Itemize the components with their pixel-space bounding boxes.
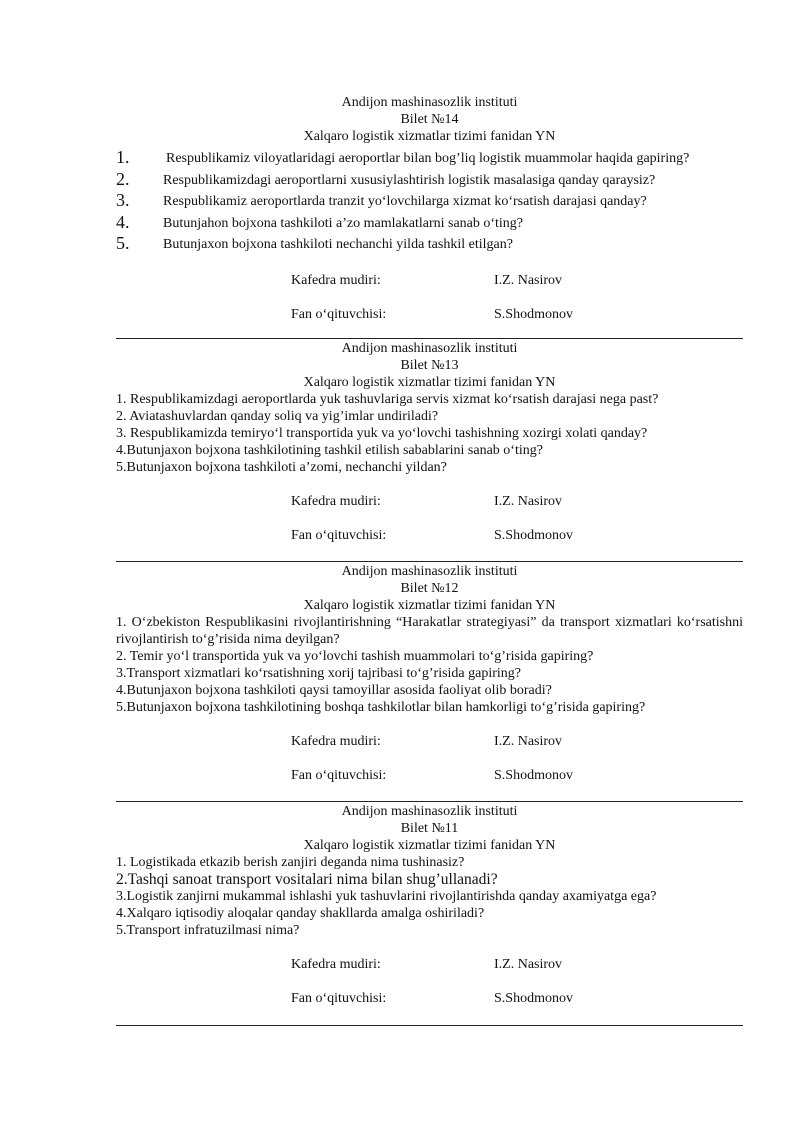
head-name: I.Z. Nasirov [494, 734, 563, 749]
ticket-11 [116, 803, 743, 1007]
question-item: 3. Respublikamizda temiryo‘l transportida yuk va yo‘lovchi tashishning xozirgi xolati qanday? [116, 426, 648, 441]
teacher-signature-line [116, 306, 743, 323]
institute-title: Andijon mashinasozlik instituti [341, 564, 518, 579]
head-name: I.Z. Nasirov [494, 272, 563, 288]
head-signature-line [116, 272, 743, 289]
question-item [116, 169, 743, 191]
question-item: 5.Transport infratuzilmasi nima? [116, 923, 300, 938]
subject-title: Xalqaro logistik xizmatlar tizimi fanidan YN [303, 838, 556, 853]
teacher-label: Fan o‘qituvchisi: [291, 306, 387, 322]
head-name: I.Z. Nasirov [494, 494, 563, 509]
question-text: Respublikamizdagi aeroportlarni xususiylashtirish logistik masalasiga qanday qaraysiz? [163, 172, 656, 188]
question-item: 5.Butunjaxon bojxona tashkiloti a’zomi, nechanchi yildan? [116, 460, 447, 475]
question-item: 4.Butunjaxon bojxona tashkilotining tashkil etilish sabablarini sanab o‘ting? [116, 443, 543, 458]
question-text: Respublikamiz viloyatlaridagi aeroportlar bilan bog’liq logistik muammolar haqida gapiring? [166, 151, 690, 166]
question-item: 2. Temir yo‘l transportida yuk va yo‘lovchi tashish muammolari to‘g’risida gapiring? [116, 649, 594, 664]
head-label: Kafedra mudiri: [291, 734, 381, 749]
subject-title: Xalqaro logistik xizmatlar tizimi fanidan YN [303, 598, 556, 613]
head-name: I.Z. Nasirov [494, 957, 563, 972]
separator-line [116, 1025, 743, 1026]
ticket-13 [116, 340, 743, 544]
question-number: 1. [116, 147, 130, 167]
head-signature-line [116, 733, 743, 750]
head-label: Kafedra mudiri: [291, 494, 381, 509]
institute-title: Andijon mashinasozlik instituti [341, 95, 518, 110]
question-text: Butunjaxon bojxona tashkiloti nechanchi yilda tashkil etilgan? [163, 237, 513, 252]
ticket-12 [116, 563, 743, 784]
teacher-name: S.Shodmonov [494, 991, 573, 1006]
question-item: 2. Aviatashuvlardan qanday soliq va yig’imlar undiriladi? [116, 409, 439, 424]
question-item: 3.Transport xizmatlari ko‘rsatishning xorij tajribasi to‘g’risida gapiring? [116, 666, 522, 681]
teacher-name: S.Shodmonov [494, 768, 573, 783]
institute-title: Andijon mashinasozlik instituti [341, 804, 518, 819]
question-item: 1. O‘zbekiston Respublikasini rivojlantirishning “Harakatlar strategiyasi” da transport xizmatlari ko‘rsatishni rivojlantirish to‘g’risida nima deyilgan? [116, 615, 743, 647]
head-signature-line [116, 956, 743, 973]
teacher-name: S.Shodmonov [494, 528, 573, 543]
ticket-number: Bilet №13 [400, 358, 459, 373]
ticket-number: Bilet №12 [400, 581, 459, 596]
question-item: 1. Respublikamizdagi aeroportlarda yuk tashuvlariga servis xizmat ko‘rsatish darajasi nega past? [116, 392, 659, 407]
question-item: 2.Tashqi sanoat transport vositalari nima bilan shug’ullanadi? [116, 871, 498, 888]
teacher-signature-line [116, 767, 743, 784]
teacher-label: Fan o‘qituvchisi: [291, 528, 387, 543]
subject-title: Xalqaro logistik xizmatlar tizimi fanidan YN [303, 129, 556, 144]
question-number: 2. [116, 168, 130, 189]
head-label: Kafedra mudiri: [291, 272, 381, 288]
question-item: 5.Butunjaxon bojxona tashkilotining boshqa tashkilotlar bilan hamkorligi to‘g’risida gapiring? [116, 700, 646, 715]
teacher-name: S.Shodmonov [494, 306, 573, 322]
question-text: Butunjahon bojxona tashkiloti a’zo mamlakatlarni sanab o‘ting? [163, 215, 524, 231]
separator-line [116, 338, 743, 339]
question-number: 5. [116, 233, 130, 253]
question-text: Respublikamiz aeroportlarda tranzit yo‘lovchilarga xizmat ko‘rsatish darajasi qanday? [163, 194, 647, 209]
question-item [116, 190, 743, 212]
question-list [116, 147, 743, 255]
question-item [116, 233, 743, 255]
question-item [116, 147, 743, 169]
teacher-signature-line [116, 990, 743, 1007]
teacher-signature-line [116, 527, 743, 544]
question-item: 4.Butunjaxon bojxona tashkiloti qaysi tamoyillar asosida faoliyat olib boradi? [116, 683, 552, 698]
head-label: Kafedra mudiri: [291, 957, 381, 972]
separator-line [116, 561, 743, 562]
question-item: 3.Logistik zanjirni mukammal ishlashi yuk tashuvlarini rivojlantirishda qanday axamiyatga ega? [116, 889, 657, 904]
teacher-label: Fan o‘qituvchisi: [291, 768, 387, 783]
subject-title: Xalqaro logistik xizmatlar tizimi fanidan YN [303, 375, 556, 390]
question-item: 1. Logistikada etkazib berish zanjiri deganda nima tushinasiz? [116, 855, 465, 870]
institute-title: Andijon mashinasozlik instituti [341, 341, 518, 356]
question-item [116, 212, 743, 234]
separator-line [116, 801, 743, 802]
question-number: 3. [116, 190, 130, 210]
question-number: 4. [116, 211, 130, 232]
ticket-14 [116, 94, 743, 323]
head-signature-line [116, 493, 743, 510]
question-item: 4.Xalqaro iqtisodiy aloqalar qanday shakllarda amalga oshiriladi? [116, 906, 485, 921]
ticket-number: Bilet №11 [400, 821, 459, 836]
teacher-label: Fan o‘qituvchisi: [291, 991, 387, 1006]
ticket-number: Bilet №14 [400, 112, 459, 127]
